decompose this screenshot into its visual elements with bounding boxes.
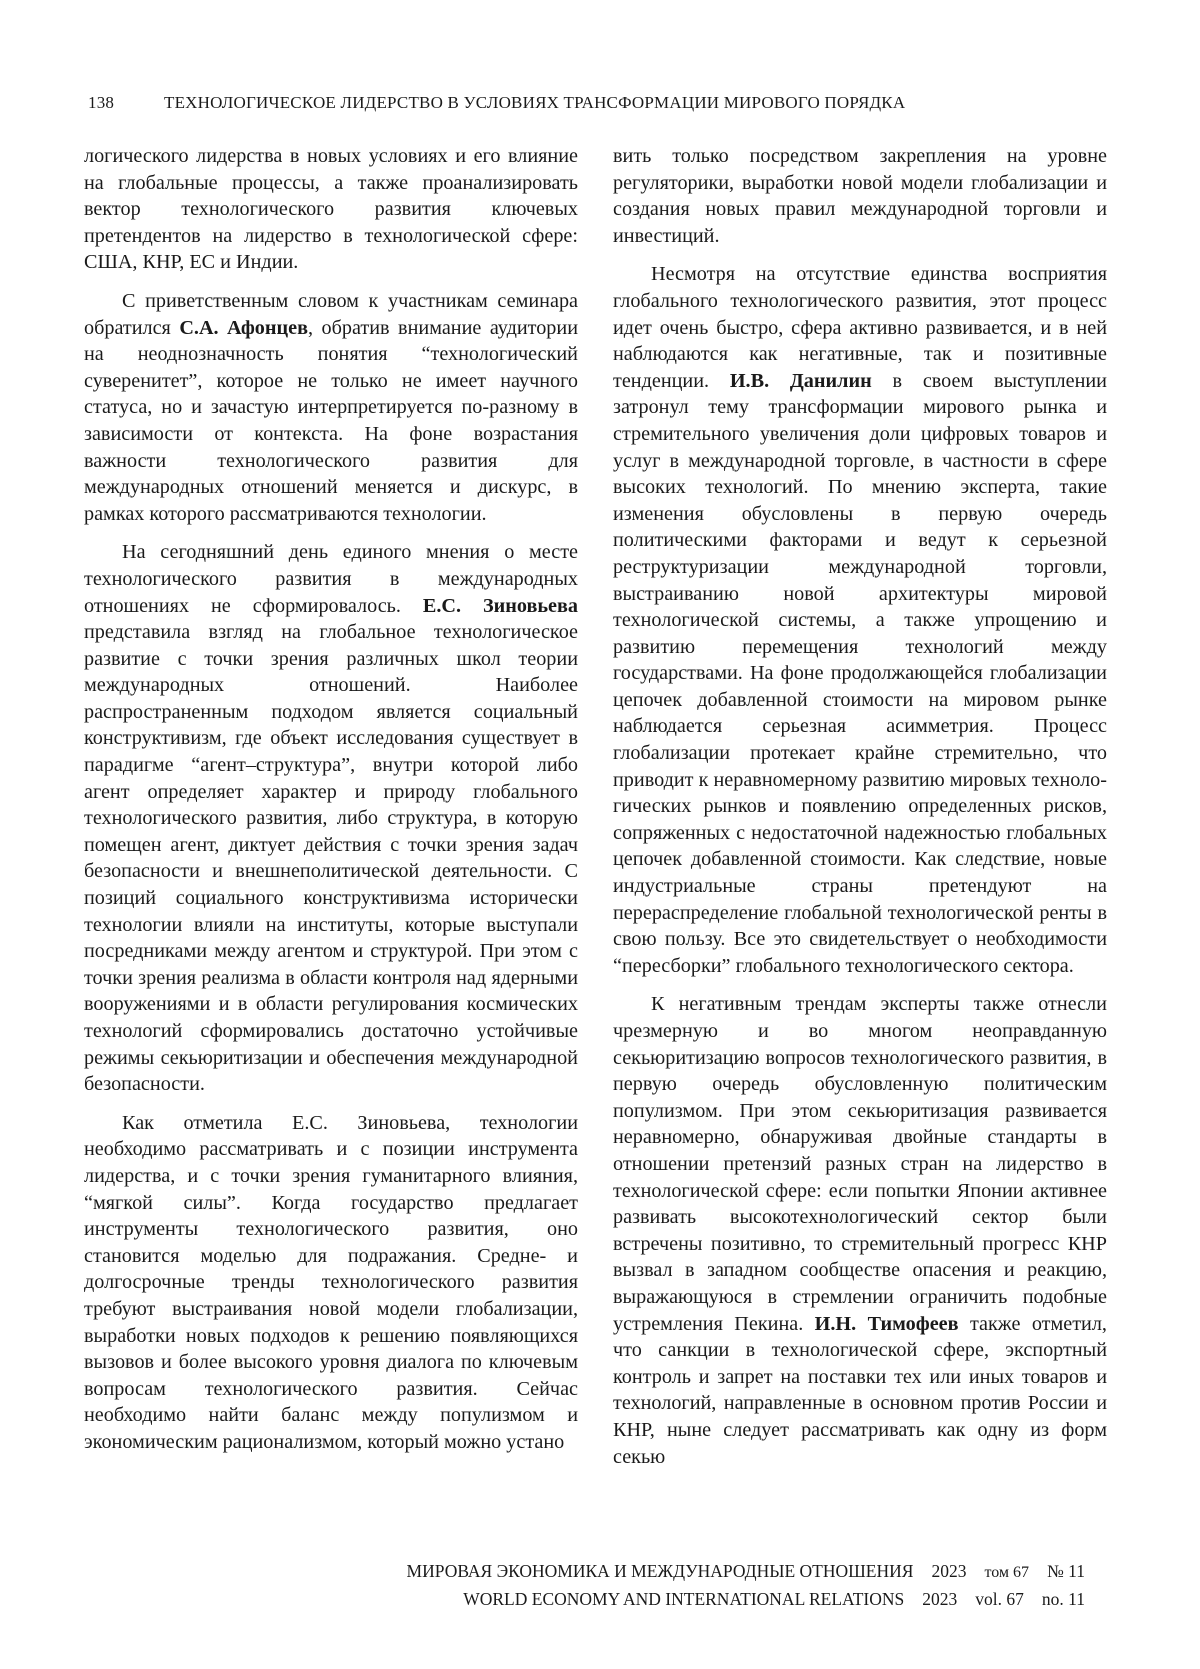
running-title: ТЕХНОЛОГИЧЕСКОЕ ЛИДЕРСТВО В УСЛОВИЯХ ТРАНСФОРМАЦИИ МИРОВОГО ПОРЯДКА [164, 93, 906, 112]
left-paragraph-1: логического лидерства в новых условиях и его влияние на глобальные процессы, а также проанализировать вектор технологического развития ключевых претендентов на лидерство в технологической сфере: США, КНР, ЕС и Индии. [84, 145, 578, 274]
right-column [613, 143, 1107, 1482]
text-run: , обратив внимание аудитории на неоднозначность понятия “технологический суверенитет”, которое не только не имеет научного статуса, но и зачастую интерпретируется по-разному в зависимости от контекста. На фоне возрастания важности технологического развития для международных отношений меняется и дискурс, в рамках которого рассматриваются технологии. [84, 316, 579, 525]
footer-issue-en: no. 11 [1041, 1589, 1085, 1609]
right-paragraph-3 [613, 991, 1107, 1470]
running-header [88, 93, 1088, 113]
text-run: представила взгляд на глобальное технологическое развитие с точки зрения различных школ теории международных отношений. Наиболее распространенным подходом является социальный конструктивизм, где объект исследования существует в парадигме “агент–структура”, внутри которой либо агент определяет характер и природу глобального технологического развития, либо структура, в которую помещен агент, диктует действия с точки зрения задач безопасности и внешнеполитической деятельности. С позиций социального конструктивизма исторически технологии влияли на институты, которые выступали посредниками между агентом и структурой. При этом с точки зрения реализма в области контроля над ядерными вооружениями и в области регулирования космических технологий сформировались достаточно устойчивые режимы секьюритизации и обеспечения международной безопасности. [84, 621, 578, 1096]
right-paragraph-1: вить только посредством закрепления на уровне регуляторики, выработки новой модели глобализации и создания новых правил международной торговли и инвестиций. [613, 145, 1107, 247]
speaker-name-afontsev: С.А. Афонцев [179, 316, 309, 339]
left-paragraph-2 [84, 288, 578, 527]
footer-issue-ru: № 11 [1047, 1561, 1085, 1581]
footer-year-ru: 2023 [931, 1561, 967, 1581]
page-number: 138 [88, 93, 115, 112]
right-paragraph-2 [613, 261, 1107, 979]
speaker-name-zinovieva: Е.С. Зиновьева [422, 594, 579, 617]
speaker-name-danilin: И.В. Данилин [729, 369, 872, 392]
text-run: Несмотря на отсутствие единства восприятия глобального технологического развития, этот процесс идет очень быстро, сфера активно развивается, и в ней наблюдаются как негативные, так и позитивные тенденции. [613, 263, 1107, 392]
footer-volume-ru: том 67 [984, 1564, 1030, 1581]
left-column [84, 143, 578, 1468]
footer-english [463, 1589, 1085, 1610]
text-run: также отметил, что санкции в технологической сфере, экспортный контроль и запрет на поставки тех или иных товаров и технологий, направленные в основном против России и КНР, ныне следует рассматривать как одну из форм секью [613, 1312, 1107, 1468]
left-paragraph-3 [84, 539, 578, 1097]
left-paragraph-4: Как отметила Е.С. Зиновьева, технологии необходимо рассматривать и с позиции инструмента лидерства, и с точки зрения гуманитарного влияния, “мягкой силы”. Когда государство предлагает инструменты технологического развития, оно становится моделью для подражания. Средне- и долгосрочные тренды технологического развития требуют выстраивания новой модели глобализации, выработки новых подходов к решению появляющихся вызовов и более высокого уровня диалога по ключевым вопросам технологического развития. Сейчас необходимо найти баланс между популизмом и экономическим рационализмом, который можно устано [84, 1111, 578, 1453]
footer-volume-en: vol. 67 [975, 1589, 1024, 1609]
text-run: На сегодняшний день единого мнения о месте технологического развития в международных отношениях не сформировалось. [84, 541, 578, 617]
text-run: К негативным трендам эксперты также отнесли чрезмерную и во многом неоправданную секьюритизацию вопросов технологического развития, в первую очередь обусловленную политическим популизмом. При этом секьюритизация развивается неравномерно, обнаруживая двойные стандарты в отношении претензий разных стран на лидерство в технологической сфере: если попытки Японии активнее развивать высокотехнологический сектор были встречены позитивно, то стремительный прогресс КНР вызвал в западном сообществе опасения и реакцию, выражающуюся в стремлении ограничить подобные устремления Пекина. [613, 993, 1107, 1335]
text-run: С приветственным словом к участникам семинара обратился [84, 289, 578, 339]
footer-year-en: 2023 [922, 1589, 958, 1609]
footer-journal-en: WORLD ECONOMY AND INTERNATIONAL RELATIONS [463, 1589, 905, 1609]
footer-journal-ru: МИРОВАЯ ЭКОНОМИКА И МЕЖДУНАРОДНЫЕ ОТНОШЕНИЯ [406, 1561, 914, 1581]
speaker-name-timofeev: И.Н. Тимофеев [814, 1312, 959, 1335]
footer-russian [407, 1561, 1085, 1582]
text-run: в своем выступлении затронул тему трансформации мирового рынка и стремительного увеличения доли цифровых товаров и услуг в международной торговле, в частности в сфере высоких технологий. По мнению эксперта, такие изменения обусловлены в первую очередь политическими факторами и ведут к серьезной реструктуризации международной торговли, выстраиванию новой архитектуры мировой технологической системы, а также упрощению и развитию перемещения технологий между государствами. На фоне продолжающейся глобализации цепочек добавленной стоимости на мировом рынке наблюдается серьезная асимметрия. Процесс глобализации протекает крайне стремительно, что приводит к неравномерному развитию мировых технологических рынков и появлению определенных рисков, сопряженных с недостаточной надежностью глобальных цепочек добавленной стоимости. Как следствие, новые индустриальные страны претендуют на перераспределение глобальной технологической ренты в свою пользу. Все это свидетельствует о необходимости “пересборки” глобального технологического сектора. [613, 369, 1107, 977]
